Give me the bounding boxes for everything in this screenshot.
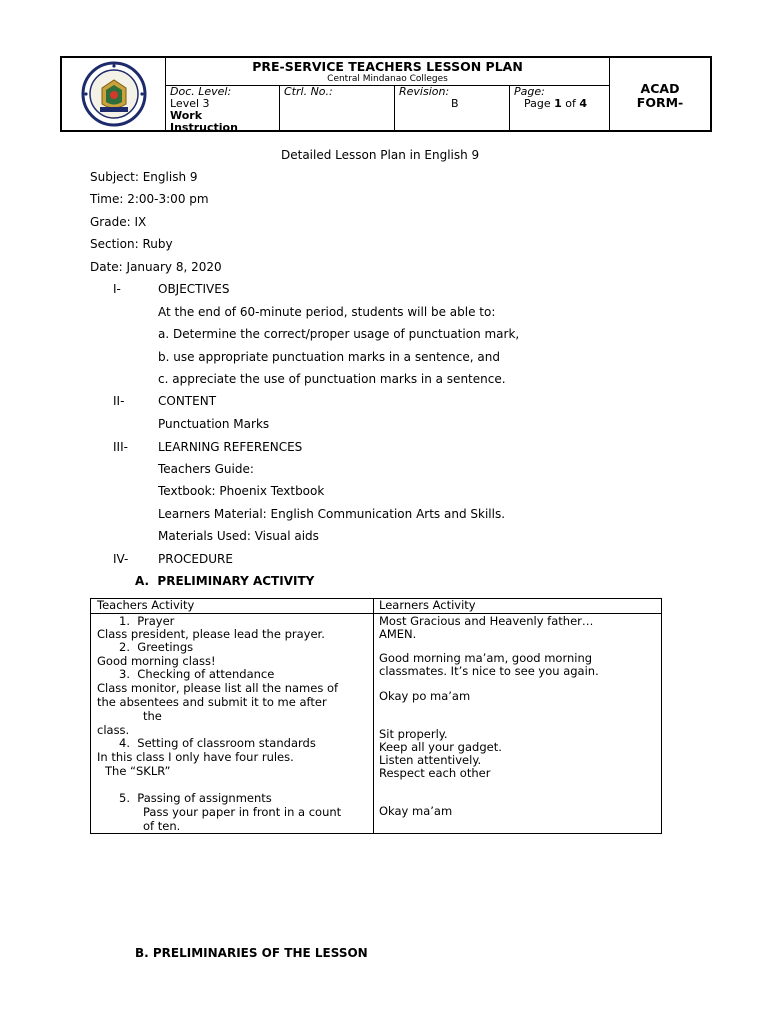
learner-item: Sit properly.: [379, 727, 448, 741]
teacher-item: 3. Checking of attendance: [119, 667, 275, 681]
college-name: Central Mindanao Colleges: [327, 74, 448, 84]
teacher-item: 4. Setting of classroom standards: [119, 736, 316, 750]
teacher-item: The “SKLR”: [105, 764, 171, 778]
teacher-item: In this class I only have four rules.: [97, 750, 294, 764]
section-3-title: LEARNING REFERENCES: [158, 440, 303, 454]
section-4-number: IV-: [113, 552, 129, 566]
section-1-title: OBJECTIVES: [158, 282, 230, 296]
section-2-title: CONTENT: [158, 394, 217, 408]
logo-cell: [62, 58, 166, 130]
teacher-item: class.: [97, 723, 130, 737]
reference-4: Materials Used: Visual aids: [158, 529, 319, 543]
grade-line: Grade: IX: [90, 215, 147, 229]
objectives-intro: At the end of 60-minute period, students will be able to:: [158, 305, 496, 319]
learner-item: Respect each other: [379, 766, 491, 780]
document-heading: Detailed Lesson Plan in English 9: [281, 148, 480, 162]
ctrl-no-label: Ctrl. No.:: [284, 85, 333, 98]
learner-item: Good morning ma’am, good morning: [379, 651, 593, 665]
page-cell: [510, 85, 608, 130]
section-2-number: II-: [113, 394, 125, 408]
teacher-item: 5. Passing of assignments: [119, 791, 272, 805]
reference-3: Learners Material: English Communication Arts and Skills.: [158, 507, 506, 521]
revision-label: Revision:: [399, 85, 450, 98]
date-line: Date: January 8, 2020: [90, 260, 222, 274]
doc-level-value-2: Work: [170, 109, 203, 122]
revision-cell: [395, 85, 510, 130]
teacher-item: Class monitor, please list all the names of: [97, 681, 339, 695]
objective-b: b. use appropriate punctuation marks in a sentence, and: [158, 350, 500, 364]
teacher-item: 1. Prayer: [119, 614, 175, 628]
time-line: Time: 2:00-3:00 pm: [90, 192, 209, 206]
revision-value: B: [451, 97, 459, 110]
learner-item: Okay po ma’am: [379, 689, 471, 703]
learner-item: Keep all your gadget.: [379, 740, 502, 754]
teachers-activity-header: Teachers Activity: [97, 598, 195, 612]
teacher-item: Class president, please lead the prayer.: [97, 627, 325, 641]
objective-a: a. Determine the correct/proper usage of punctuation mark,: [158, 327, 520, 341]
page-label: Page:: [514, 85, 545, 98]
reference-2: Textbook: Phoenix Textbook: [158, 484, 325, 498]
acad-form-label: ACAD FORM-: [636, 81, 684, 110]
teacher-item: the: [143, 709, 162, 723]
subsection-a-title: A. PRELIMINARY ACTIVITY: [135, 574, 315, 588]
doc-level-cell: [166, 85, 280, 134]
learner-item: classmates. It’s nice to see you again.: [379, 664, 599, 678]
doc-level-label: Doc. Level:: [170, 85, 232, 98]
doc-level-value-3: Instruction: [170, 121, 238, 134]
learner-item: Listen attentively.: [379, 753, 482, 767]
acad-form-cell: [610, 58, 710, 130]
learners-activity-header: Learners Activity: [379, 598, 476, 612]
form-title: PRE-SERVICE TEACHERS LESSON PLAN: [252, 59, 523, 74]
teacher-item: Good morning class!: [97, 654, 216, 668]
title-cell: [166, 58, 610, 134]
subsection-b-title: B. PRELIMINARIES OF THE LESSON: [135, 946, 368, 960]
objective-c: c. appreciate the use of punctuation marks in a sentence.: [158, 372, 506, 386]
section-3-number: III-: [113, 440, 128, 454]
doc-level-value: Level 3: [170, 97, 210, 110]
learner-item: AMEN.: [379, 627, 417, 641]
subject-line: Subject: English 9: [90, 170, 198, 184]
teacher-item: 2. Greetings: [119, 640, 194, 654]
college-seal-icon: [62, 58, 166, 130]
teacher-item: the absentees and submit it to me after: [97, 695, 327, 709]
learner-item: Okay ma’am: [379, 804, 453, 818]
section-4-title: PROCEDURE: [158, 552, 233, 566]
section-1-number: I-: [113, 282, 121, 296]
page-value: Page 1 of 4: [524, 97, 588, 110]
content-item: Punctuation Marks: [158, 417, 270, 431]
ctrl-no-cell: [280, 85, 395, 130]
document-header: [60, 56, 712, 132]
section-line: Section: Ruby: [90, 237, 173, 251]
teacher-item: Pass your paper in front in a count: [143, 805, 342, 819]
teacher-item: of ten.: [143, 819, 181, 833]
activity-table: [90, 598, 662, 834]
reference-1: Teachers Guide:: [158, 462, 254, 476]
learner-item: Most Gracious and Heavenly father…: [379, 614, 594, 628]
